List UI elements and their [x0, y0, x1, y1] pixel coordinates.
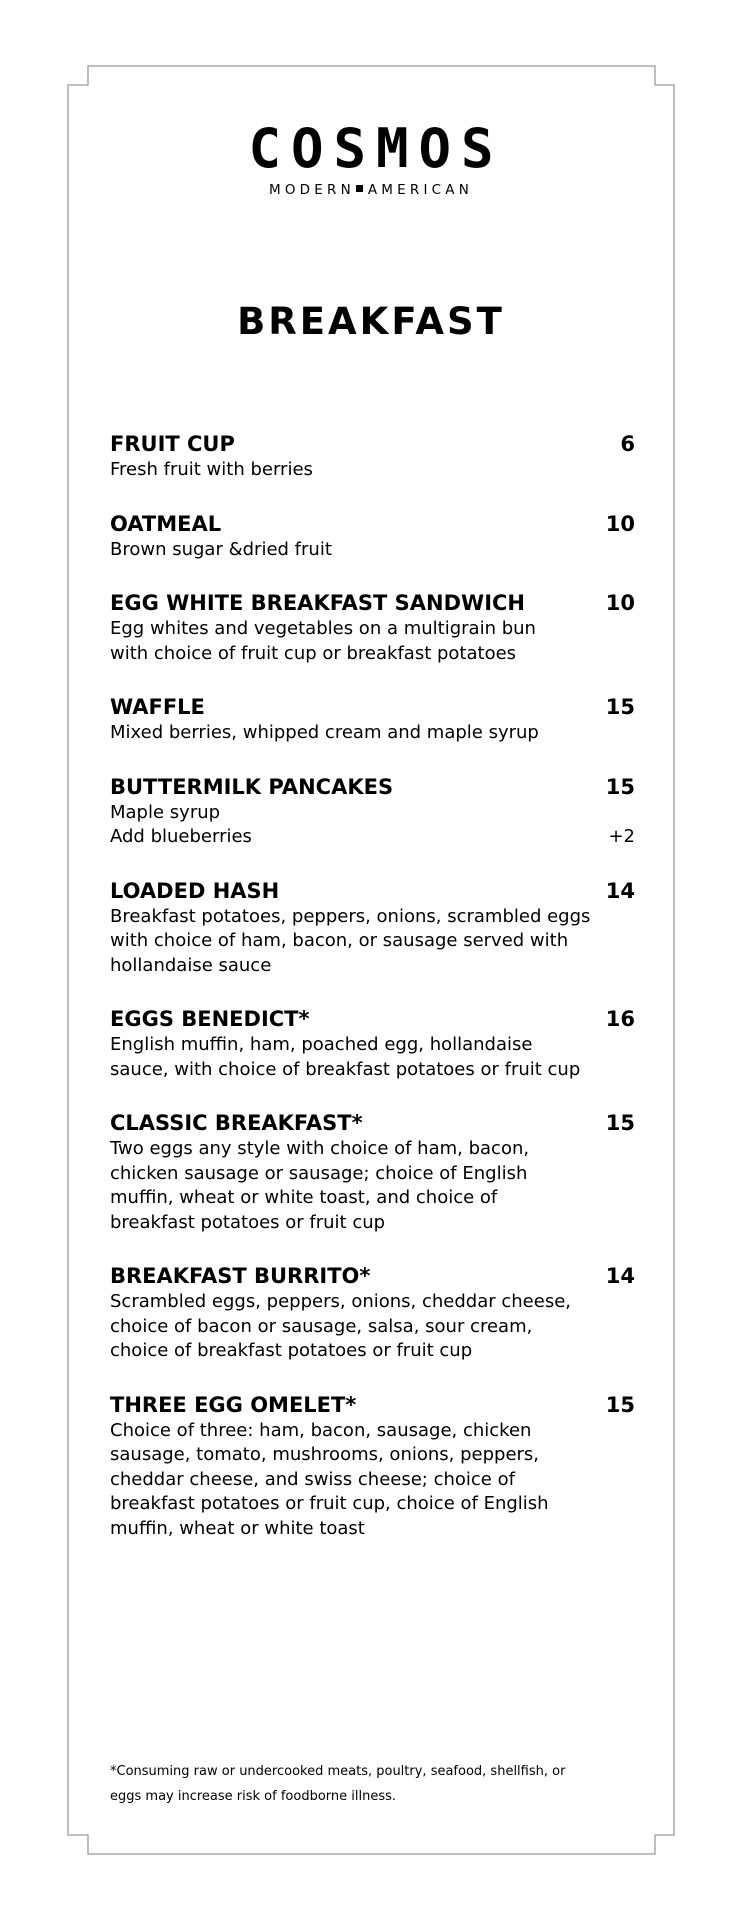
item-price: 14 [605, 1264, 635, 1288]
item-name: THREE EGG OMELET* [110, 1392, 357, 1417]
item-addon [110, 825, 635, 850]
item-price: 16 [605, 1007, 635, 1031]
brand-logo [0, 117, 742, 198]
item-name: BUTTERMILK PANCAKES [110, 774, 394, 799]
menu-item [110, 878, 635, 979]
item-description: Scrambled eggs, peppers, onions, cheddar cheese, choice of bacon or sausage, salsa, sour cream, choice of breakfast potatoes or fruit cup [110, 1291, 572, 1361]
menu-item [110, 774, 635, 850]
item-price: 15 [605, 1111, 635, 1135]
menu-item [110, 1006, 635, 1082]
item-name: EGG WHITE BREAKFAST SANDWICH [110, 591, 526, 615]
item-description: Breakfast potatoes, peppers, onions, scrambled eggs with choice of ham, bacon, or sausage served with hollandaise sauce [110, 905, 591, 976]
allergen-footnote: *Consuming raw or undercooked meats, poultry, seafood, shellfish, or eggs may increase risk of foodborne illness. [110, 1764, 566, 1804]
item-name: BREAKFAST BURRITO* [110, 1264, 371, 1288]
menu-item [110, 1110, 635, 1235]
menu-title: BREAKFAST [237, 300, 505, 343]
menu-item [110, 1392, 635, 1542]
menu-item [110, 511, 635, 563]
item-description: Mixed berries, whipped cream and maple syrup [110, 722, 539, 743]
item-name: FRUIT CUP [110, 432, 235, 456]
item-price: 6 [620, 432, 635, 456]
addon-price: +2 [608, 826, 635, 847]
brand-name: COSMOS [248, 117, 504, 180]
item-price: 15 [605, 774, 635, 799]
tagline-right: AMERICAN [367, 182, 474, 198]
item-name: CLASSIC BREAKFAST* [110, 1111, 363, 1135]
menu-items-list [110, 431, 635, 1569]
item-name: LOADED HASH [110, 878, 280, 903]
item-name: WAFFLE [110, 695, 205, 719]
item-price: 10 [605, 591, 635, 615]
item-description: Choice of three: ham, bacon, sausage, chicken sausage, tomato, mushrooms, onions, peppers, cheddar cheese, and swiss cheese; choice of breakfast potatoes or fruit cup, choice of English muffin, wheat or white toast [110, 1419, 549, 1539]
menu-item [110, 590, 635, 666]
item-description: Two eggs any style with choice of ham, bacon, chicken sausage or sausage; choice of English muffin, wheat or white toast, and choice of breakfast potatoes or fruit cup [110, 1138, 530, 1233]
tagline-left: MODERN [268, 182, 355, 198]
item-description: English muffin, ham, poached egg, hollandaise sauce, with choice of breakfast potatoes or fruit cup [110, 1034, 581, 1080]
menu-item [110, 431, 635, 483]
item-price: 14 [605, 878, 635, 903]
item-price: 15 [605, 695, 635, 719]
item-description: Brown sugar &dried fruit [110, 538, 332, 560]
tagline-separator-square-icon [356, 185, 363, 192]
item-description: Maple syrup [110, 801, 221, 823]
brand-tagline [0, 182, 742, 198]
item-price: 10 [605, 511, 635, 536]
item-name: OATMEAL [110, 511, 222, 536]
menu-item [110, 694, 635, 746]
item-description: Fresh fruit with berries [110, 459, 313, 480]
menu-item [110, 1263, 635, 1364]
item-price: 15 [605, 1392, 635, 1417]
addon-label: Add blueberries [110, 826, 252, 847]
item-name: EGGS BENEDICT* [110, 1007, 310, 1031]
item-description: Egg whites and vegetables on a multigrain bun with choice of fruit cup or breakfast potatoes [110, 618, 536, 664]
